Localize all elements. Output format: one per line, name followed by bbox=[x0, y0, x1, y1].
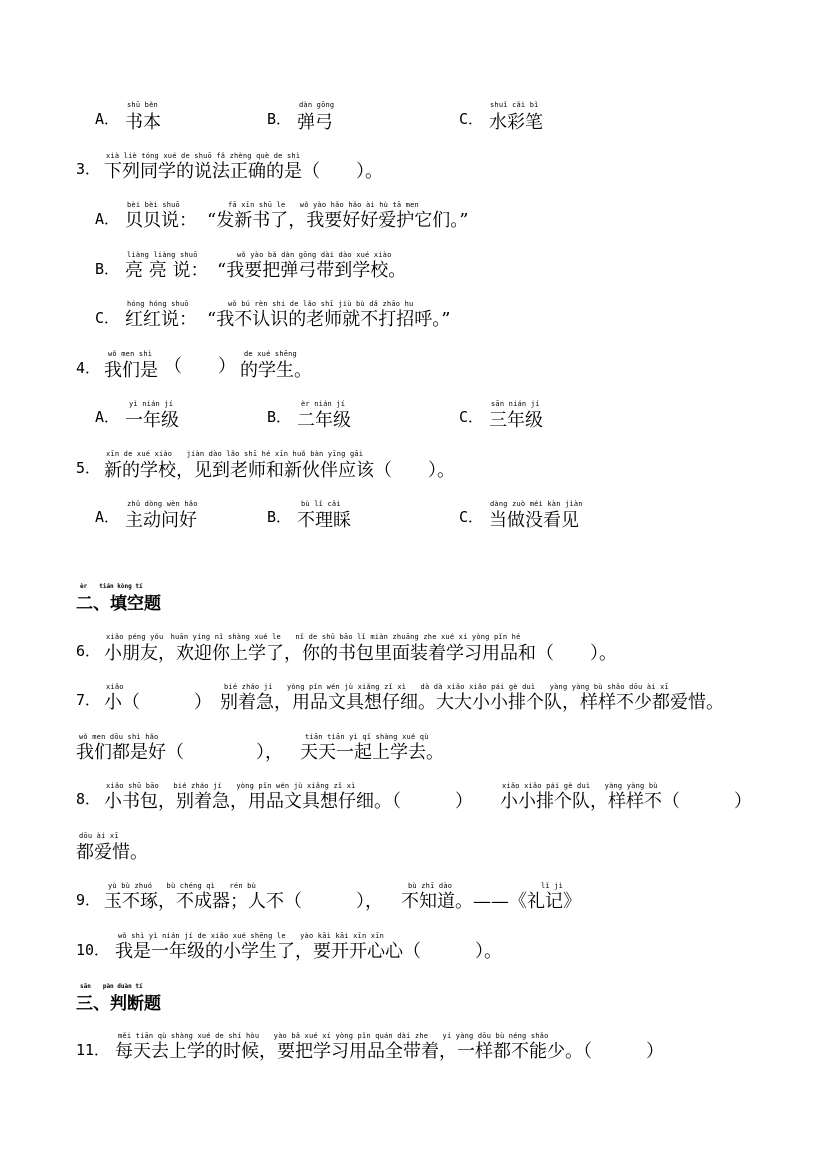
question-number: 7． bbox=[76, 691, 101, 709]
option-label: C． bbox=[459, 508, 484, 526]
pinyin: wǒ men dōu shì hǎo bbox=[79, 733, 159, 741]
pinyin: sān nián jí bbox=[491, 400, 540, 408]
pinyin: xiǎo shū bāo bié zháo jí yòng pǐn wén jù xiǎng zǐ xì bbox=[106, 782, 356, 790]
pinyin: yù bù zhuó bù chéng qì rén bù bbox=[108, 882, 256, 890]
pinyin: wǒ yào bǎ dàn gōng dài dào xué xiào bbox=[237, 251, 392, 259]
pinyin: dàn gōng bbox=[299, 101, 335, 109]
question-number: 10． bbox=[76, 941, 110, 959]
option-text[interactable]: 当做没看见 bbox=[489, 510, 579, 531]
pinyin: dōu ài xī bbox=[79, 832, 119, 840]
pinyin: fā xīn shū le wǒ yào hǎo hǎo ài hù tā men bbox=[228, 201, 419, 209]
pinyin: hóng hóng shuō bbox=[127, 300, 189, 308]
answer-blank[interactable]: 我是一年级的小学生了，要开开心心（ ）。 bbox=[115, 941, 502, 962]
pinyin: xīn de xué xiào jiàn dào lǎo shī hé xīn huǒ bàn yīng gāi bbox=[106, 450, 364, 458]
option-label: C． bbox=[459, 110, 484, 128]
question-text: 新的学校，见到老师和新伙伴应该（ ）。 bbox=[104, 460, 455, 481]
question-text: 下列同学的说法正确的是（ ）。 bbox=[104, 161, 383, 182]
option-text[interactable]: 主动问好 bbox=[125, 510, 197, 531]
answer-blank[interactable]: 小书包，别着急，用品文具想仔细。（ ） bbox=[104, 791, 473, 812]
option-label: A． bbox=[95, 110, 120, 128]
option-label: C． bbox=[95, 309, 120, 327]
pinyin: liàng liàng shuō bbox=[127, 251, 198, 259]
option-text[interactable]: 三年级 bbox=[489, 410, 543, 431]
pinyin: lǐ jì bbox=[541, 882, 564, 890]
pinyin: yì nián jí bbox=[129, 400, 174, 408]
option-label: A． bbox=[95, 508, 120, 526]
option-label: A． bbox=[95, 408, 120, 426]
answer-blank[interactable]: 玉不琢，不成器；人不（ ）， bbox=[104, 891, 383, 912]
question-number: 5． bbox=[76, 459, 101, 477]
pinyin: xiǎo xiǎo pái gè duì yàng yàng bù bbox=[502, 782, 658, 790]
question-number: 6． bbox=[76, 642, 101, 660]
option-label: A． bbox=[95, 210, 120, 228]
option-label: B． bbox=[95, 260, 120, 278]
option-speaker[interactable]: 贝贝说： bbox=[125, 210, 197, 231]
option-text[interactable]: 二年级 bbox=[297, 410, 351, 431]
pinyin: bù zhī dào bbox=[408, 882, 453, 890]
question-text: 别着急，用品文具想仔细。大大小小排个队，样样不少都爱惜。 bbox=[220, 692, 724, 713]
pinyin: sān pàn duàn tí bbox=[80, 983, 143, 990]
question-text: 都爱惜。 bbox=[76, 842, 148, 863]
option-text[interactable]: 不理睬 bbox=[297, 510, 351, 531]
pinyin: bèi bèi shuō bbox=[127, 201, 180, 209]
option-label: C． bbox=[459, 408, 484, 426]
question-number: 11． bbox=[76, 1041, 110, 1059]
question-text[interactable]: 小朋友，欢迎你上学了，你的书包里面装着学习用品和（ ）。 bbox=[104, 643, 617, 664]
option-label: B． bbox=[267, 110, 292, 128]
pinyin: wǒ bú rèn shi de lǎo shī jiù bù dǎ zhāo hu bbox=[228, 300, 414, 308]
pinyin: tiān tiān yì qǐ shàng xué qù bbox=[305, 733, 429, 741]
option-text[interactable]: 弹弓 bbox=[297, 112, 333, 133]
option-speaker[interactable]: 红红说： bbox=[125, 309, 197, 330]
pinyin: shū běn bbox=[127, 101, 158, 109]
pinyin: èr nián jí bbox=[301, 400, 346, 408]
answer-blank[interactable]: 我们都是好（ ）， bbox=[76, 742, 283, 763]
section-title: 二、填空题 bbox=[76, 594, 161, 614]
option-text[interactable]: “我不认识的老师就不打招呼。” bbox=[207, 309, 451, 330]
question-text: 不知道。——《礼记》 bbox=[401, 891, 581, 912]
question-number: 8． bbox=[76, 790, 101, 808]
pinyin: zhǔ dòng wèn hǎo bbox=[127, 500, 198, 508]
pinyin: xià liè tóng xué de shuō fǎ zhèng què de shì bbox=[106, 152, 301, 160]
pinyin: bù lǐ cǎi bbox=[301, 500, 341, 508]
pinyin: shuǐ cǎi bǐ bbox=[490, 101, 539, 109]
option-text[interactable]: “发新书了，我要好好爱护它们。” bbox=[207, 210, 469, 231]
option-speaker[interactable]: 亮 亮 说： bbox=[125, 260, 209, 281]
answer-blank[interactable]: （ ） bbox=[164, 356, 236, 377]
pinyin: de xué shēng bbox=[244, 350, 297, 358]
pinyin: wǒ shì yì nián jí de xiǎo xué shēng le yào kāi kāi xīn xīn bbox=[118, 932, 385, 940]
option-text[interactable]: 水彩笔 bbox=[489, 112, 543, 133]
option-text[interactable]: 一年级 bbox=[125, 410, 179, 431]
question-text: 我们是 bbox=[104, 360, 158, 381]
pinyin: xiǎo péng yǒu huān yíng nǐ shàng xué le nǐ de shū bāo lǐ miàn zhuāng zhe xué xí yòng pǐn hé bbox=[106, 633, 521, 641]
pinyin: dàng zuò méi kàn jiàn bbox=[490, 500, 583, 508]
question-text: 的学生。 bbox=[240, 360, 312, 381]
option-label: B． bbox=[267, 508, 292, 526]
answer-blank[interactable]: 小小排个队，样样不（ ） bbox=[500, 791, 752, 812]
question-number: 3． bbox=[76, 160, 101, 178]
pinyin: xiǎo bbox=[106, 683, 124, 691]
option-text[interactable]: “我要把弹弓带到学校。 bbox=[217, 260, 407, 281]
question-number: 9． bbox=[76, 891, 101, 909]
pinyin: bié zháo jí yòng pǐn wén jù xiǎng zǐ xì dà dà xiǎo xiǎo pái gè duì yàng yàng bù shǎo dōu ài xī bbox=[224, 683, 669, 691]
pinyin: wǒ men shì bbox=[108, 350, 153, 358]
question-number: 4． bbox=[76, 359, 101, 377]
option-text[interactable]: 书本 bbox=[125, 112, 161, 133]
pinyin: èr tián kòng tí bbox=[80, 583, 143, 590]
option-label: B． bbox=[267, 408, 292, 426]
section-title: 三、判断题 bbox=[76, 994, 161, 1014]
answer-blank[interactable]: 每天去上学的时候，要把学习用品全带着，一样都不能少。（ ） bbox=[115, 1041, 664, 1062]
answer-blank[interactable]: 小（ ） bbox=[104, 692, 212, 713]
question-text: 天天一起上学去。 bbox=[300, 742, 444, 763]
pinyin: měi tiān qù shàng xué de shí hòu yào bǎ xué xí yòng pǐn quán dài zhe yí yàng dōu bù néng shǎo bbox=[118, 1032, 549, 1040]
